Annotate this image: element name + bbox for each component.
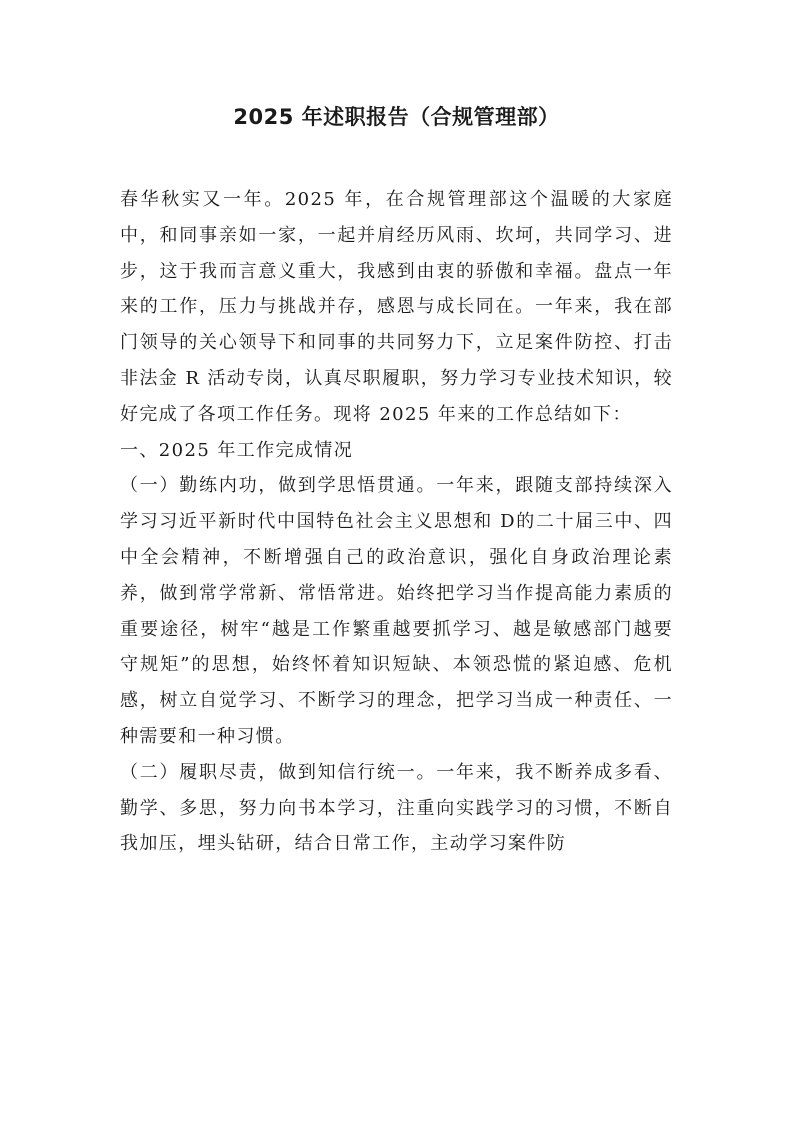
subsection-paragraph-1: （一）勤练内功，做到学思悟贯通。一年来，跟随支部持续深入学习习近平新时代中国特色社会主义思想和 D的二十届三中、四中全会精神，不断增强自己的政治意识，强化自身政治理论素养，做到常学常新、常悟常进。始终把学习当作提高能力素质的重要途径，树牢“越是工作繁重越要抓学习、越是敏感部门越要守规矩”的思想，始终怀着知识短缺、本领恐慌的紧迫感、危机感，树立自觉学习、不断学习的理念，把学习当成一种责任、一种需要和一种习惯。 [120, 475, 673, 747]
document-body [120, 182, 673, 862]
document-title: 2025 年述职报告（合规管理部） [233, 105, 560, 129]
section-heading-1: 一、2025 年工作完成情况 [120, 439, 354, 461]
subsection-paragraph-2: （二）履职尽责，做到知信行统一。一年来，我不断养成多看、勤学、多思，努力向书本学习，注重向实践学习的习惯，不断自我加压，埋头钻研，结合日常工作，主动学习案件防 [120, 761, 673, 855]
intro-paragraph: 春华秋实又一年。2025 年，在合规管理部这个温暖的大家庭中，和同事亲如一家，一起并肩经历风雨、坎坷，共同学习、进步，这于我而言意义重大，我感到由衷的骄傲和幸福。盘点一年来的工作，压力与挑战并存，感恩与成长同在。一年来，我在部门领导的关心领导下和同事的共同努力下，立足案件防控、打击非法金 R 活动专岗，认真尽职履职，努力学习专业技术知识，较好完成了各项工作任务。现将 2025 年来的工作总结如下： [120, 189, 673, 425]
